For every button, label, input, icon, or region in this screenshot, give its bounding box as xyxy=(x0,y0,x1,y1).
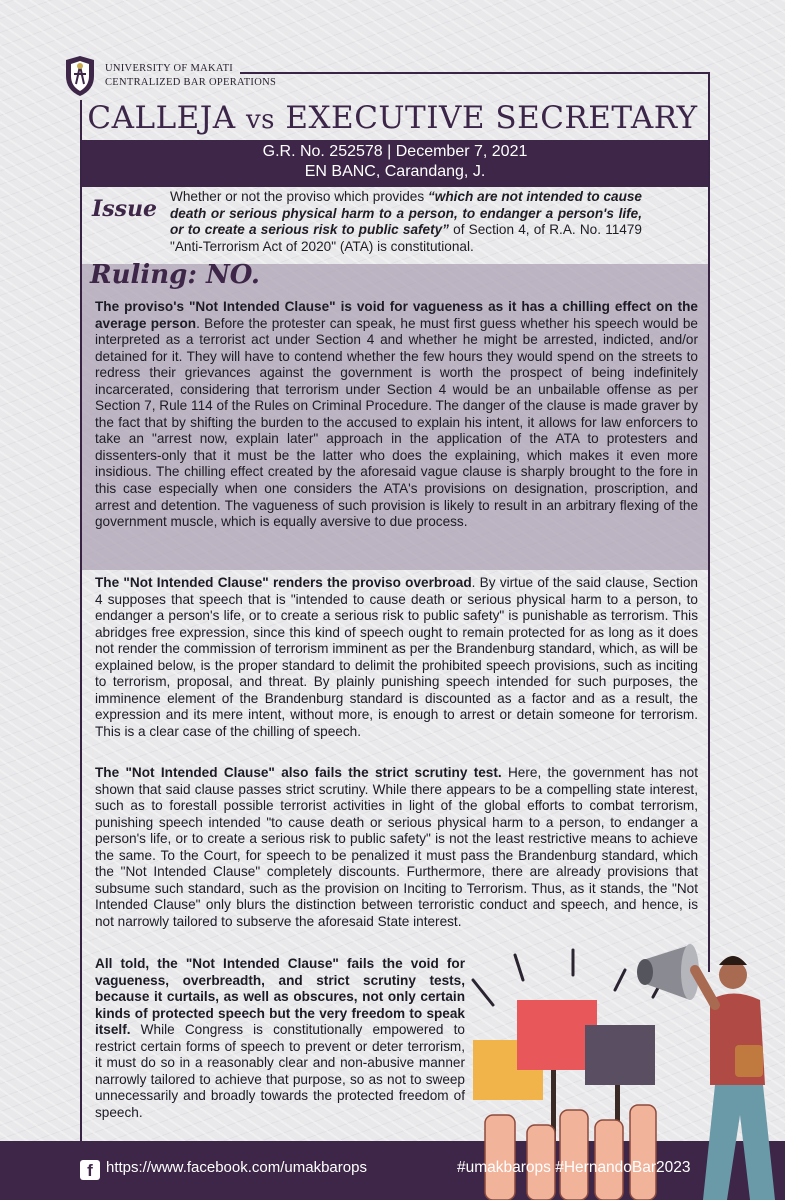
issue-label: Issue xyxy=(92,196,158,222)
ruling-paragraph-2 xyxy=(95,575,698,740)
megaphone-icon xyxy=(637,944,699,1000)
case-title xyxy=(80,100,705,136)
organization-name xyxy=(105,62,276,90)
frame-top-line xyxy=(240,72,710,74)
university-logo-icon xyxy=(62,54,98,98)
case-title-respondent: EXECUTIVE SECRETARY xyxy=(285,100,698,136)
ruling-paragraph-4 xyxy=(95,956,465,1121)
ruling-paragraph-3 xyxy=(95,765,698,930)
case-title-petitioner: CALLEJA xyxy=(87,100,236,136)
ruling-label: Ruling: NO. xyxy=(90,260,260,290)
case-details-banner xyxy=(82,140,708,187)
ruling-paragraph-2-body: . By virtue of the said clause, Section 4 supposes that speech that is "intended to cause death or serious physical harm to a person, to endanger a person's life, or to create a serious risk to public safety" is punishable as terrorism. This abridges free expression, since this kind of speech ought to remain protected for as long as it does not render the commission of terrorism imminent as per the Brandenburg standard, which, as will be explained below, is the proper standard to delimit the prohibited speech provisions, such as inciting to terrorism, proposal, and threat. By plainly punishing speech intended for such purposes, the imminence element of the Brandenburg standard is discounted as a factor and as a result, the expression and its mere intent, without more, is enough to arrest or detain someone for terrorism. This is a clear case of the chilling of speech. xyxy=(95,575,698,739)
org-line-2: CENTRALIZED BAR OPERATIONS xyxy=(105,77,277,88)
issue-quote: “which are not intended to cause death or serious physical harm to a person, to endanger a person's life, or to create a serious risk to public safety” xyxy=(170,189,642,238)
ruling-paragraph-1-lead: The proviso's "Not Intended Clause" is void for vagueness as it has a chilling effect on the average person xyxy=(95,299,698,331)
case-number-date: G.R. No. 252578 | December 7, 2021 xyxy=(262,143,528,160)
frame-left-line xyxy=(80,100,82,1141)
issue-text xyxy=(170,189,642,255)
issue-text-after: of Section 4, of R.A. No. 11479 "Anti-Terrorism Act of 2020" (ATA) is constitutional. xyxy=(170,222,642,254)
case-division: EN BANC, Carandang, J. xyxy=(304,163,486,180)
ruling-paragraph-1 xyxy=(95,299,698,531)
facebook-url-link[interactable]: https://www.facebook.com/umakbarops xyxy=(106,1159,367,1176)
frame-right-line xyxy=(708,72,710,972)
ruling-paragraph-1-body: . Before the protester can speak, he must first guess whether his speech would be interpreted as a terrorist act under Section 4 and whether he might be arrested, indicted, and/or detained for it. They will have to contend whether the few hours they would spend on the streets to redress their grievances against the government is worth the prospect of being indefinitely incarcerated, considering that terrorism under Section 4 would be an unbailable offense as per Section 7, Rule 114 of the Rules on Criminal Procedure. The danger of the clause is made graver by the fact that by shifting the burden to the accused to explain his intent, it allows for law enforcers to take an "arrest now, explain later" approach in the application of the ATA to protesters and dissenters-only that it must be the latter who does the explaining, which makes it even more insidious. The chilling effect created by the aforesaid vague clause is sharply brought to the fore in this case especially when one considers the ATA's provisions on designation, proscription, and arrest and detention. The vagueness of such provision is likely to result in an arbitrary flexing of the government muscle, which is equally aversive to due process. xyxy=(95,315,698,530)
facebook-icon: f xyxy=(80,1160,100,1180)
issue-text-before: Whether or not the proviso which provides xyxy=(170,189,428,204)
footer-hashtags: #umakbarops #HernandoBar2023 xyxy=(457,1159,691,1176)
ruling-paragraph-3-body: Here, the government has not shown that said clause passes strict scrutiny. While there appears to be a compelling state interest, such as to forestall possible terrorist activities in light of the global efforts to combat terrorism, punishing speech intended "to cause death or serious physical harm to a person, to endanger a person's life, or to create a serious risk to public safety" is not the least restrictive means to achieve the same. To the Court, for speech to be penalized it must pass the Brandenburg standard, which the "Not Intended Clause" completely discounts. Furthermore, there are already provisions that subsume such standard, such as the provision on Inciting to Terrorism. Thus, as it stands, the "Not Intended Clause" only blurs the distinction between terroristic conduct and speech, and hence, is not narrowly tailored to subserve the aforesaid State interest. xyxy=(95,765,699,929)
case-title-vs: vs xyxy=(245,105,275,135)
ruling-paragraph-2-lead: The "Not Intended Clause" renders the proviso overbroad xyxy=(95,575,472,590)
ruling-paragraph-3-lead: The "Not Intended Clause" also fails the strict scrutiny test. xyxy=(95,765,502,780)
org-line-1: UNIVERSITY OF MAKATI xyxy=(105,63,234,74)
ruling-paragraph-4-lead: All told, the "Not Intended Clause" fails the void for vagueness, overbreadth, and strict scrutiny tests, because it curtails, as well as obscures, not only certain kinds of protected speech but the very freedom to speak itself. xyxy=(95,956,465,1037)
ruling-paragraph-4-body: While Congress is constitutionally empowered to restrict certain forms of speech to prevent or deter terrorism, it must do so in a reasonably clear and non-abusive manner narrowly tailored to achieve that purpose, so as not to sweep unnecessarily and broadly towards the protected freedom of speech. xyxy=(95,1022,465,1120)
